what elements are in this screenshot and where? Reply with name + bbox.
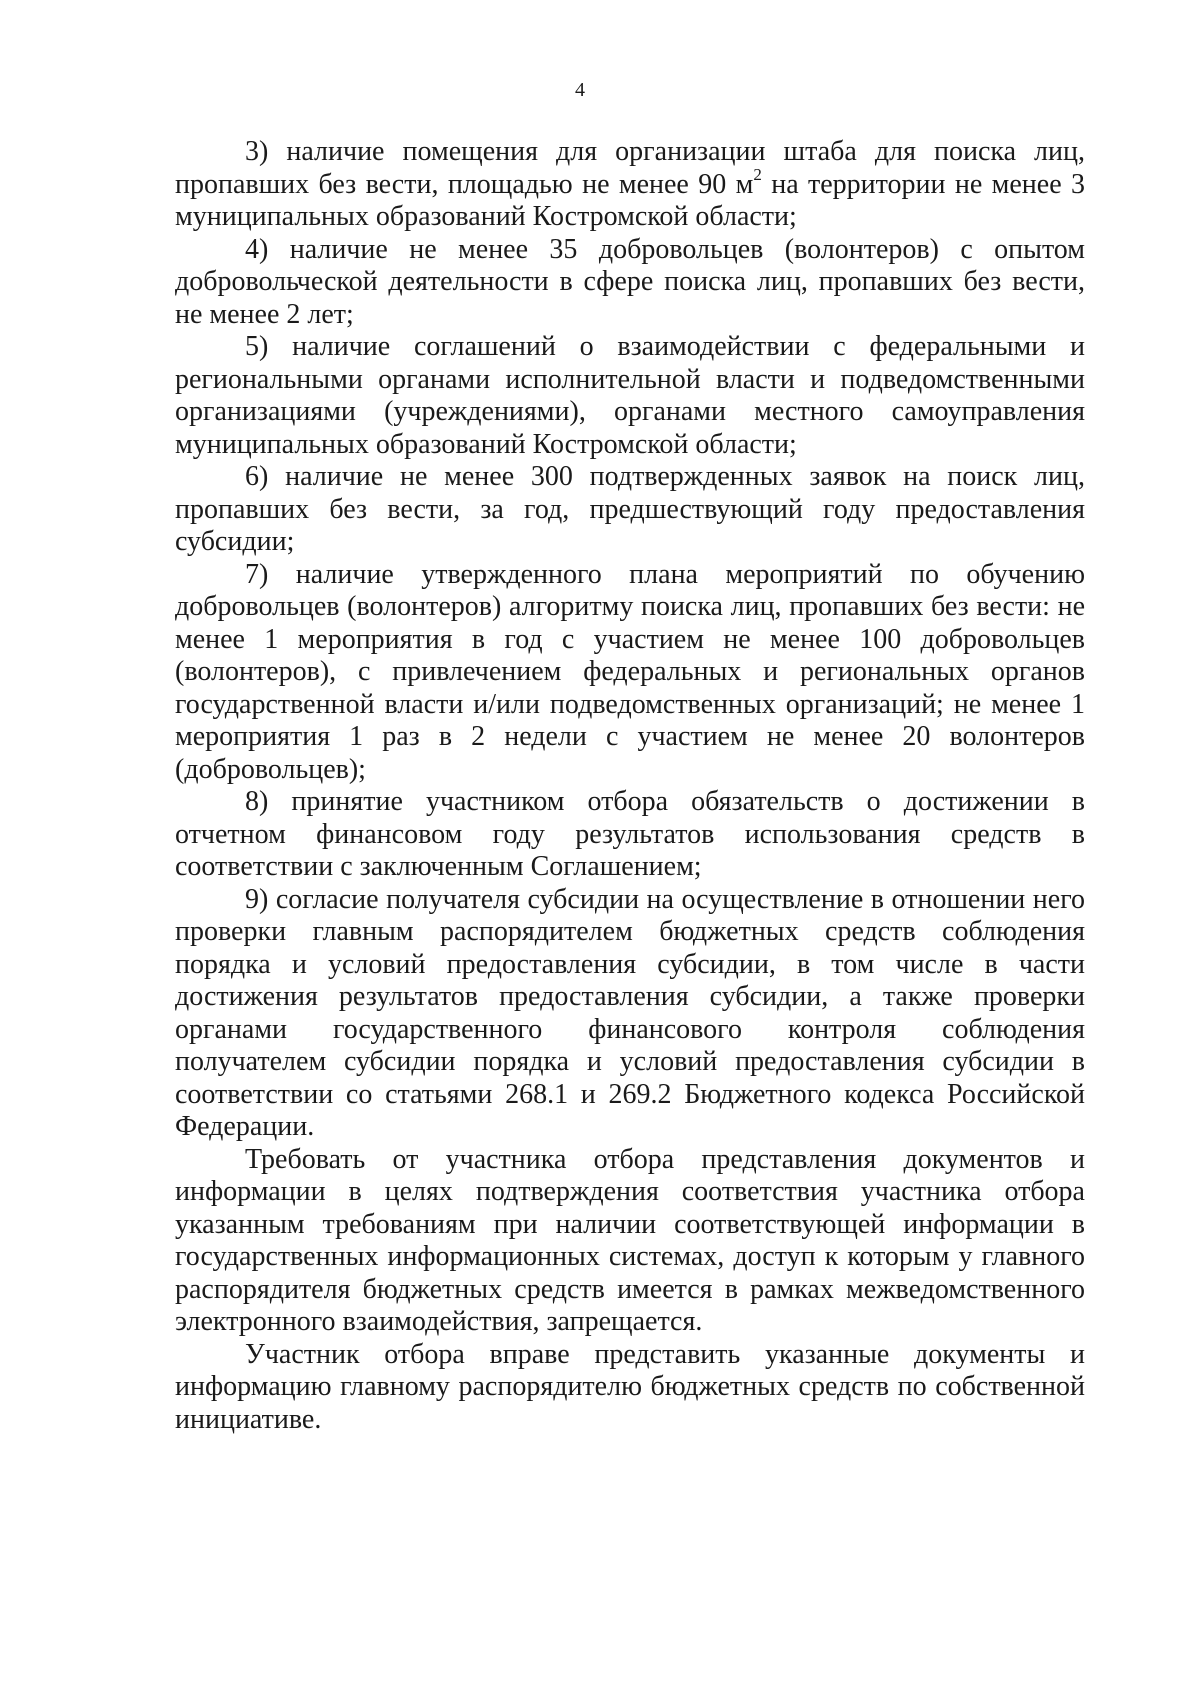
list-item-3 — [175, 136, 1085, 234]
paragraph-own-initiative: Участник отбора вправе представить указанные документы и информацию главному распорядителю бюджетных средств по собственной инициативе. — [175, 1338, 1085, 1435]
list-item-3-text-cont: на территории не менее 3 муниципальных образований Костромской области; — [175, 168, 1085, 232]
list-item-7: 7) наличие утвержденного плана мероприятий по обучению добровольцев (волонтеров) алгоритму поиска лиц, пропавших без вести: не менее 1 мероприятия в год с участием не менее 100 добровольцев (волонтеров), с привлечением федеральных и региональных органов государственной власти и/или подведомственных организаций; не менее 1 мероприятия 1 раз в 2 недели с участием не менее 20 волонтеров (добровольцев); — [175, 558, 1085, 785]
list-item-9: 9) согласие получателя субсидии на осуществление в отношении него проверки главным распорядителем бюджетных средств соблюдения порядка и условий предоставления субсидии, в том числе в части достижения результатов предоставления субсидии, а также проверки органами государственного финансового контроля соблюдения получателем субсидии порядка и условий предоставления субсидии в соответствии со статьями 268.1 и 269.2 Бюджетного кодекса Российской Федерации. — [175, 883, 1085, 1142]
document-body — [175, 136, 1085, 1436]
list-item-4: 4) наличие не менее 35 добровольцев (волонтеров) с опытом добровольческой деятельности в сфере поиска лиц, пропавших без вести, не менее 2 лет; — [175, 233, 1085, 330]
area-unit-superscript: 2 — [753, 165, 762, 185]
page-number: 4 — [575, 79, 585, 101]
list-item-5: 5) наличие соглашений о взаимодействии с федеральными и региональными органами исполнительной власти и подведомственными организациями (учреждениями), органами местного самоуправления муниципальных образований Костромской области; — [175, 331, 1085, 460]
list-item-3-text: 3) наличие помещения для организации штаба для поиска лиц, пропавших без вести, площадью не менее 90 м — [175, 136, 1085, 200]
list-item-8: 8) принятие участником отбора обязательств о достижении в отчетном финансовом году результатов использования средств в соответствии с заключенным Соглашением; — [175, 786, 1085, 882]
paragraph-requirement-prohibition: Требовать от участника отбора представления документов и информации в целях подтверждения соответствия участника отбора указанным требованиям при наличии соответствующей информации в государственных информационных системах, доступ к которым у главного распорядителя бюджетных средств имеется в рамках межведомственного электронного взаимодействия, запрещается. — [175, 1143, 1085, 1337]
list-item-6: 6) наличие не менее 300 подтвержденных заявок на поиск лиц, пропавших без вести, за год, предшествующий году предоставления субсидии; — [175, 461, 1085, 557]
